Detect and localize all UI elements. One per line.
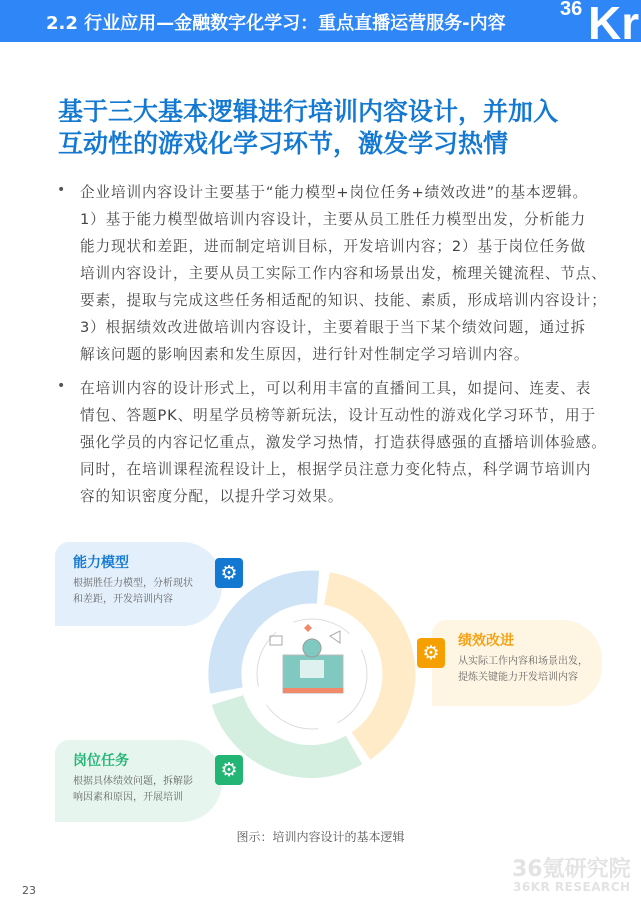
- section-title: 2.2 行业应用—金融数字化学习：重点直播运营服务-内容: [46, 13, 506, 34]
- bullet-icon: •: [57, 378, 66, 394]
- body-line: 解该问题的影响因素和发生原因，进行针对性制定学习培训内容。: [80, 346, 530, 363]
- card-ability-model: [55, 542, 222, 626]
- live-streaming-illustration: [257, 619, 367, 729]
- headline-line-2: 互动性的游戏化学习环节，激发学习热情: [58, 129, 509, 158]
- header-bar: 2.2 行业应用—金融数字化学习：重点直播运营服务-内容 36 Kr: [0, 0, 641, 42]
- body-line: 情包、答题PK、明星学员榜等新玩法，设计互动性的游戏化学习环节，用于: [80, 407, 596, 424]
- donut-segment-task: [228, 700, 355, 762]
- headline-line-1: 基于三大基本逻辑进行培训内容设计，并加入: [58, 97, 559, 126]
- gear-icon: ⚙: [215, 558, 243, 588]
- card-desc: 根据具体绩效问题，拆解影 响因素和原因，开展培训: [73, 776, 193, 803]
- card-title: 岗位任务: [73, 753, 129, 769]
- body-line: 能力现状和差距，进而制定培训目标，开发培训内容；2）基于岗位任务做: [80, 238, 586, 255]
- card-performance: [432, 620, 602, 706]
- body-line: 强化学员的内容记忆重点，激发学习热情，打造获得感强的直播培训体验感。: [80, 434, 607, 451]
- watermark-en: 36KR RESEARCH: [513, 880, 631, 894]
- figure-caption: 图示：培训内容设计的基本逻辑: [236, 830, 405, 844]
- card-position-task: [55, 740, 222, 822]
- gear-icon: ⚙: [215, 755, 243, 785]
- gear-icon: ⚙: [417, 638, 445, 668]
- watermark: 36氪研究院: [512, 857, 631, 882]
- body-line: 同时，在培训课程流程设计上，根据学员注意力变化特点，科学调节培训内: [80, 461, 592, 478]
- card-title: 能力模型: [73, 555, 129, 571]
- bullet-icon: •: [57, 182, 66, 198]
- body-line: 3）根据绩效改进做培训内容设计，主要着眼于当下某个绩效问题，通过拆: [80, 319, 586, 336]
- body-line: 要素，提取与完成这些任务相适配的知识、技能、素质，形成培训内容设计；: [80, 292, 607, 309]
- card-title: 绩效改进: [458, 633, 514, 649]
- body-line: 容的知识密度分配，以提升学习效果。: [80, 488, 344, 505]
- page-number: 23: [22, 884, 36, 897]
- body-line: 1）基于能力模型做培训内容设计，主要从员工胜任力模型出发，分析能力: [80, 211, 586, 228]
- body-line: 企业培训内容设计主要基于“能力模型+岗位任务+绩效改进”的基本逻辑。: [80, 184, 588, 201]
- card-desc: 从实际工作内容和场景出发， 提炼关键能力开发培训内容: [458, 656, 588, 683]
- card-desc: 根据胜任力模型，分析现状 和差距，开发培训内容: [73, 578, 193, 605]
- body-line: 培训内容设计，主要从员工实际工作内容和场景出发，梳理关键流程、节点、: [80, 265, 607, 282]
- body-line: 在培训内容的设计形式上，可以利用丰富的直播间工具，如提问、连麦、表: [80, 380, 592, 397]
